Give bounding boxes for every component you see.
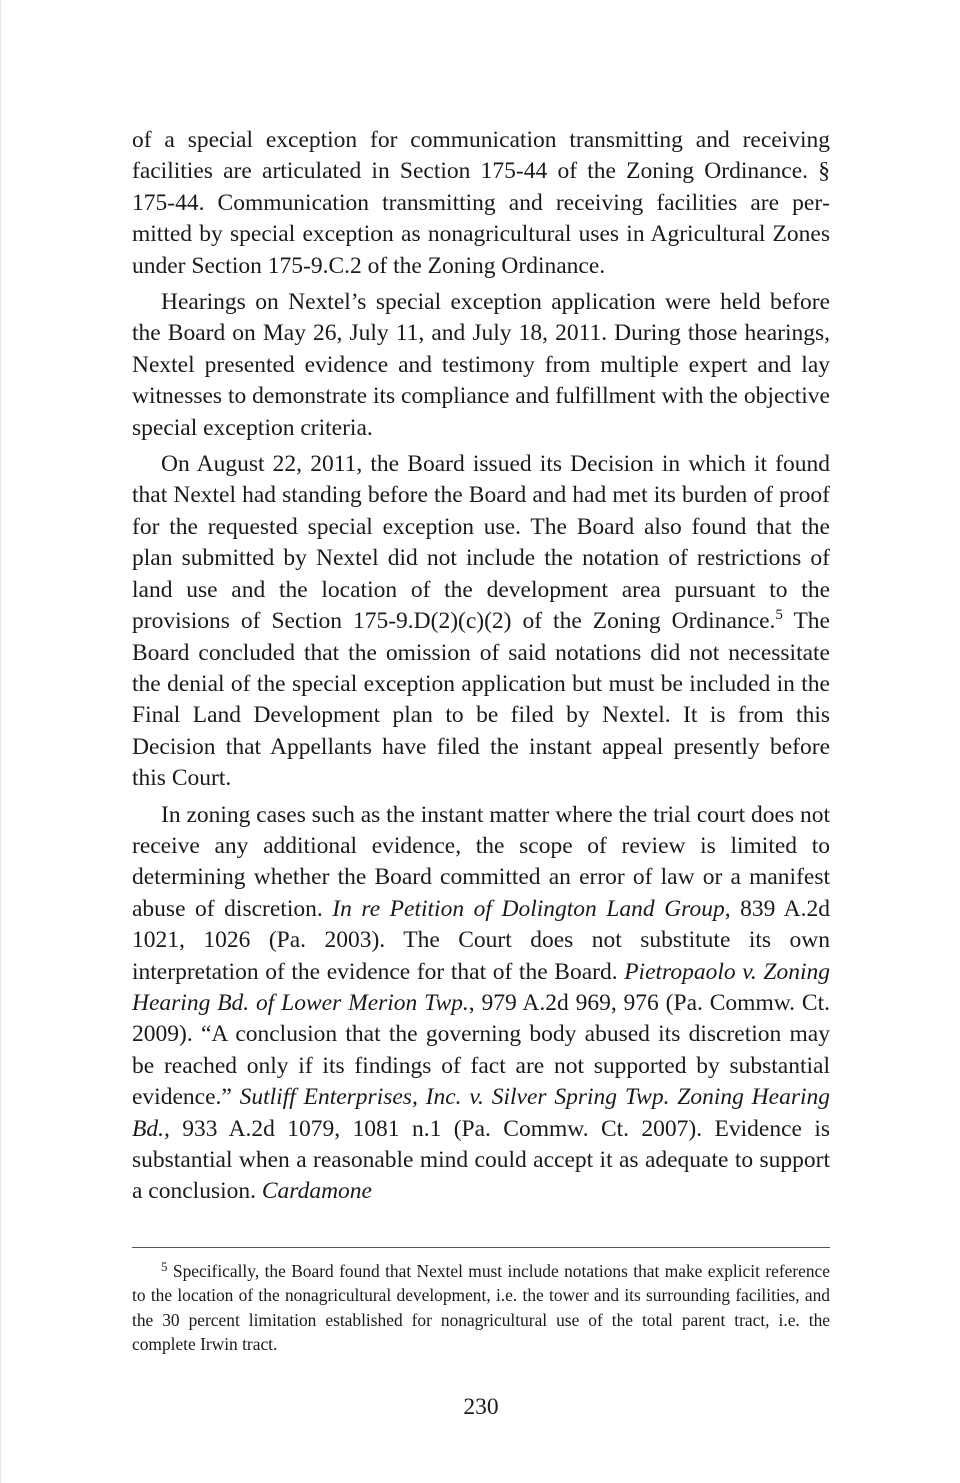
paragraph-2-text: Hearings on Nextel’s special exception application were held before the Board on May 26, July 11, and July 18, 2011. During those hearings, Nextel presented evidence and testimony from multiple expert and lay witnesses to demonstrate its compliance and fulfillment with the objective special exception criteria. — [132, 289, 830, 441]
paragraph-3-text-b: The Board concluded that the omission of said notations did not necessitate the denial of the special exception application but must be included in the Final Land Development plan to be filed by Nextel. It is from this Decision that Appellants have filed the instant appeal presently before this Court. — [132, 608, 830, 792]
footnote-reference-5[interactable]: 5 — [775, 607, 783, 624]
paragraph-4-text-b: , 839 A.2d 1021, 1026 (Pa. 2003). The Court does not substitute its own interpretation of the evidence for that of the Board. — [132, 895, 830, 985]
paragraph-3-text-a: On August 22, 2011, the Board issued its Decision in which it found that Nextel had standing before the Board and had met its burden of proof for the requested special exception use. The Board also found that the plan submitted by Nextel did not include the notation of restrictions of land use and the location of the development area pursuant to the provisions of Section 175-9.D(2)(c)(2) of the Zoning Ordinance. — [132, 451, 830, 635]
case-citation-cardamone: Cardamone — [261, 1178, 372, 1205]
paragraph-1-text: of a special exception for communication transmitting and receiving facilities are articulated in Section 175-44 of the Zoning Ordinance. § 175-44. Communication transmitting and receiving facilities are permitted by special exception as nonagricultural uses in Agricultural Zones under Section 175-9.C.2 of the Zoning Ordinance. — [132, 127, 830, 279]
body-text — [132, 125, 830, 1213]
paragraph-4 — [132, 800, 830, 1208]
case-citation-dolington: In re Petition of Dolington Land Group — [332, 895, 725, 922]
paragraph-1 — [132, 125, 830, 282]
case-citation-pietropaolo: Pietropaolo v. Zoning Hearing Bd. of Lower Merion Twp. — [132, 958, 831, 1016]
footnote-5 — [132, 1259, 830, 1357]
paragraph-4-text-a: In zoning cases such as the instant matter where the trial court does not receive any additional evidence, the scope of review is limited to determining whether the Board committed an error of law or a manifest abuse of discretion. — [132, 801, 830, 922]
footnote-number: 5 — [161, 1259, 168, 1274]
case-citation-sutliff: Sutliff Enterprises, Inc. v. Silver Spring Twp. Zoning Hearing Bd. — [132, 1084, 830, 1142]
page-number: 230 — [463, 1394, 499, 1420]
paragraph-2 — [132, 287, 830, 444]
paragraph-3 — [132, 449, 830, 794]
paragraph-4-text-c: , 979 A.2d 969, 976 (Pa. Commw. Ct. 2009). “A conclusion that the governing body abused its discretion may be reached only if its findings of fact are not supported by substantial evidence.” — [132, 989, 830, 1111]
footnote-divider — [132, 1247, 830, 1248]
paragraph-4-text-d: , 933 A.2d 1079, 1081 n.1 (Pa. Commw. Ct. 2007). Evidence is substantial when a reasonable mind could accept it as adequate to support a conclusion. — [132, 1115, 830, 1205]
footnote-text: Specifically, the Board found that Nextel must include notations that make explicit reference to the location of the nonagricultural development, i.e. the tower and its surrounding facilities, and the 30 percent limitation established for nonagricultural use of the total parent tract, i.e. the complete Irwin tract. — [132, 1261, 830, 1355]
